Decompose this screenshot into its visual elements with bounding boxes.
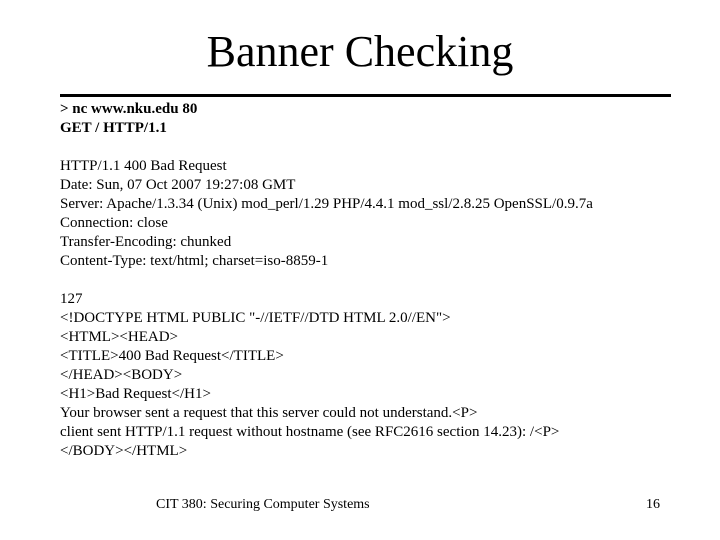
response-headers-block	[60, 157, 700, 271]
response-body-line: client sent HTTP/1.1 request without hostname (see RFC2616 section 14.23): /<P>	[60, 424, 560, 440]
spacer	[60, 138, 700, 157]
response-header-line: Server: Apache/1.3.34 (Unix) mod_perl/1.29 PHP/4.4.1 mod_ssl/2.8.25 OpenSSL/0.9.7a	[60, 196, 593, 212]
response-body-line: Your browser sent a request that this server could not understand.<P>	[60, 405, 478, 421]
page-number: 16	[646, 497, 660, 512]
response-body-line: </HEAD><BODY>	[60, 367, 183, 383]
response-header-line: HTTP/1.1 400 Bad Request	[60, 158, 227, 174]
request-command-line: > nc www.nku.edu 80	[60, 101, 198, 117]
response-header-line: Transfer-Encoding: chunked	[60, 234, 232, 250]
response-header-line: Content-Type: text/html; charset=iso-8859-1	[60, 253, 329, 269]
request-block	[60, 100, 700, 138]
response-body-line: <H1>Bad Request</H1>	[60, 386, 211, 402]
footer-course-title: CIT 380: Securing Computer Systems	[156, 497, 370, 512]
response-body-line: <!DOCTYPE HTML PUBLIC "-//IETF//DTD HTML 2.0//EN">	[60, 310, 451, 326]
response-body-block	[60, 290, 700, 461]
response-body-line: <TITLE>400 Bad Request</TITLE>	[60, 348, 284, 364]
title-divider	[60, 94, 671, 97]
response-body-line: </BODY></HTML>	[60, 443, 188, 459]
slide-title: Banner Checking	[206, 27, 514, 76]
response-header-line: Connection: close	[60, 215, 168, 231]
request-line: GET / HTTP/1.1	[60, 120, 167, 136]
response-header-line: Date: Sun, 07 Oct 2007 19:27:08 GMT	[60, 177, 296, 193]
response-body-line: 127	[60, 291, 83, 307]
response-body-line: <HTML><HEAD>	[60, 329, 178, 345]
slide-body	[60, 100, 700, 461]
spacer	[60, 271, 700, 290]
